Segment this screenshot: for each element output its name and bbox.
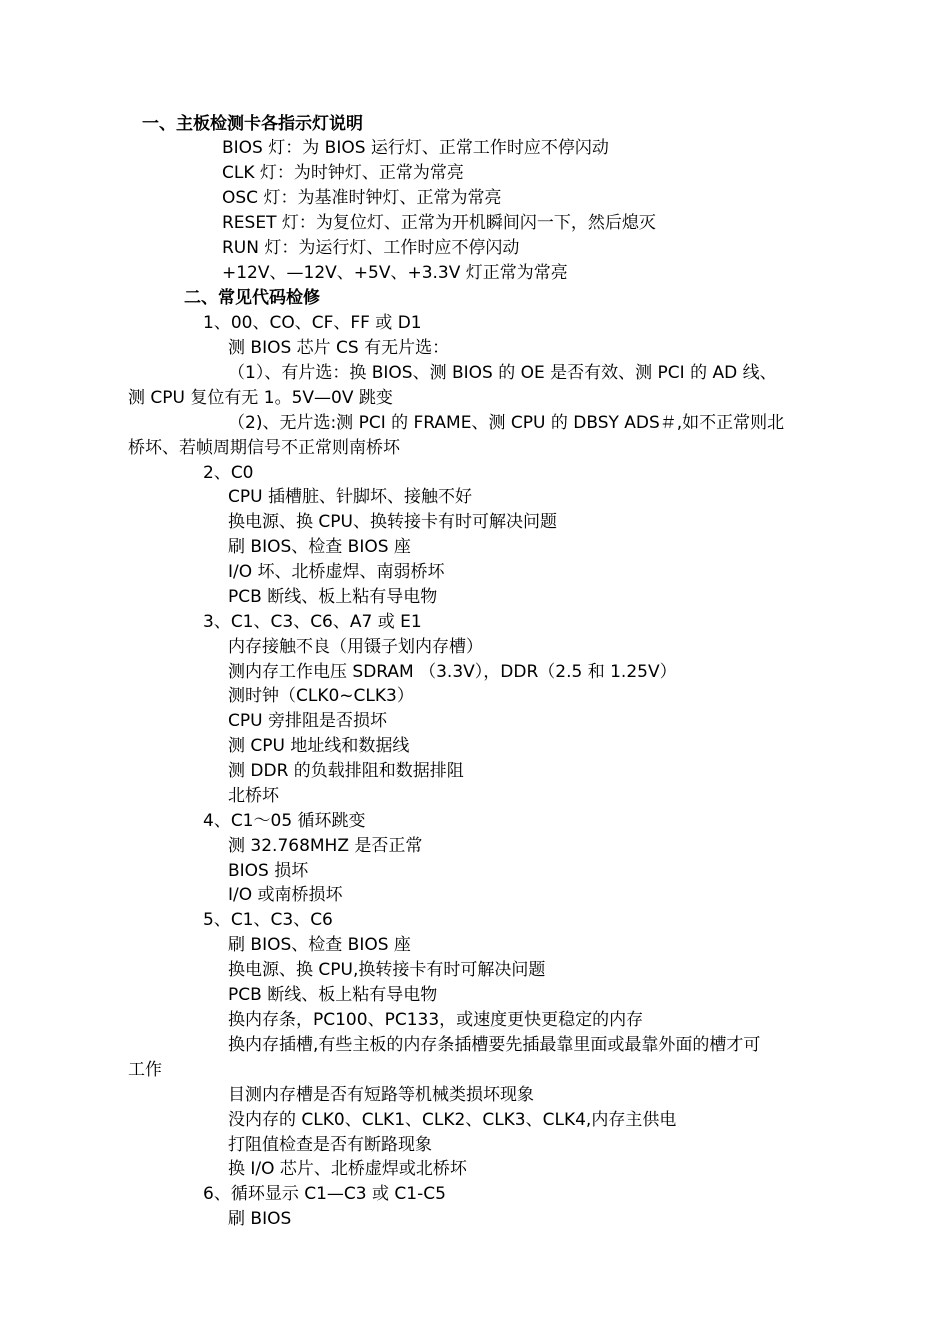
paragraph-line: 换内存插槽,有些主板的内存条插槽要先插最靠里面或最靠外面的槽才可 (228, 1035, 761, 1055)
section1-title: 一、主板检测卡各指示灯说明 (142, 114, 363, 134)
list-item: 测内存工作电压 SDRAM （3.3V），DDR（2.5 和 1.25V） (228, 662, 677, 682)
list-item: 打阻值检查是否有断路现象 (228, 1135, 432, 1155)
list-item: 测 BIOS 芯片 CS 有无片选： (228, 338, 450, 358)
list-item: 测 DDR 的负载排阻和数据排阻 (228, 761, 464, 781)
paragraph-line: （1）、有片选：换 BIOS、测 BIOS 的 OE 是否有效、测 PCI 的 AD 线、 (228, 363, 777, 383)
list-item: 换电源、换 CPU、换转接卡有时可解决问题 (228, 512, 557, 532)
code-group-heading: 4、C1～05 循环跳变 (203, 811, 366, 831)
list-item: CLK 灯：为时钟灯、正常为常亮 (222, 163, 464, 183)
list-item: 换 I/O 芯片、北桥虚焊或北桥坏 (228, 1159, 467, 1179)
list-item: 目测内存槽是否有短路等机械类损坏现象 (228, 1085, 534, 1105)
list-item: 没内存的 CLK0、CLK1、CLK2、CLK3、CLK4,内存主供电 (228, 1110, 677, 1130)
list-item: 测 32.768MHZ 是否正常 (228, 836, 423, 856)
list-item: 北桥坏 (228, 786, 279, 806)
list-item: 刷 BIOS (228, 1209, 292, 1229)
list-item: PCB 断线、板上粘有导电物 (228, 985, 438, 1005)
section2-title: 二、常见代码检修 (184, 288, 320, 308)
list-item: CPU 旁排阻是否损坏 (228, 711, 387, 731)
paragraph-line: （2)、无片选:测 PCI 的 FRAME、测 CPU 的 DBSY ADS＃,如不正常则北 (228, 413, 785, 433)
code-group-heading: 1、00、CO、CF、FF 或 D1 (203, 313, 422, 333)
list-item: +12V、—12V、+5V、+3.3V 灯正常为常亮 (222, 263, 568, 283)
paragraph-line: 测 CPU 复位有无 1。5V—0V 跳变 (128, 388, 393, 408)
list-item: RESET 灯：为复位灯、正常为开机瞬间闪一下，然后熄灭 (222, 213, 656, 233)
list-item: 内存接触不良（用镊子划内存槽） (228, 637, 483, 657)
code-group-heading: 5、C1、C3、C6 (203, 910, 333, 930)
list-item: RUN 灯：为运行灯、工作时应不停闪动 (222, 238, 520, 258)
list-item: 换电源、换 CPU,换转接卡有时可解决问题 (228, 960, 546, 980)
list-item: 刷 BIOS、检查 BIOS 座 (228, 935, 411, 955)
list-item: OSC 灯：为基准时钟灯、正常为常亮 (222, 188, 502, 208)
list-item: 换内存条，PC100、PC133，或速度更快更稳定的内存 (228, 1010, 644, 1030)
list-item: 测 CPU 地址线和数据线 (228, 736, 410, 756)
list-item: PCB 断线、板上粘有导电物 (228, 587, 438, 607)
list-item: CPU 插槽脏、针脚坏、接触不好 (228, 487, 472, 507)
list-item: BIOS 灯：为 BIOS 运行灯、正常工作时应不停闪动 (222, 138, 609, 158)
list-item: 刷 BIOS、检查 BIOS 座 (228, 537, 411, 557)
code-group-heading: 3、C1、C3、C6、A7 或 E1 (203, 612, 422, 632)
list-item: I/O 坏、北桥虚焊、南弱桥坏 (228, 562, 445, 582)
code-group-heading: 6、循环显示 C1—C3 或 C1-C5 (203, 1184, 446, 1204)
list-item: 测时钟（CLK0~CLK3） (228, 686, 414, 706)
paragraph-line: 工作 (128, 1060, 162, 1080)
paragraph-line: 桥坏、若帧周期信号不正常则南桥坏 (128, 438, 400, 458)
code-group-heading: 2、C0 (203, 463, 254, 483)
list-item: I/O 或南桥损坏 (228, 885, 343, 905)
list-item: BIOS 损坏 (228, 861, 309, 881)
